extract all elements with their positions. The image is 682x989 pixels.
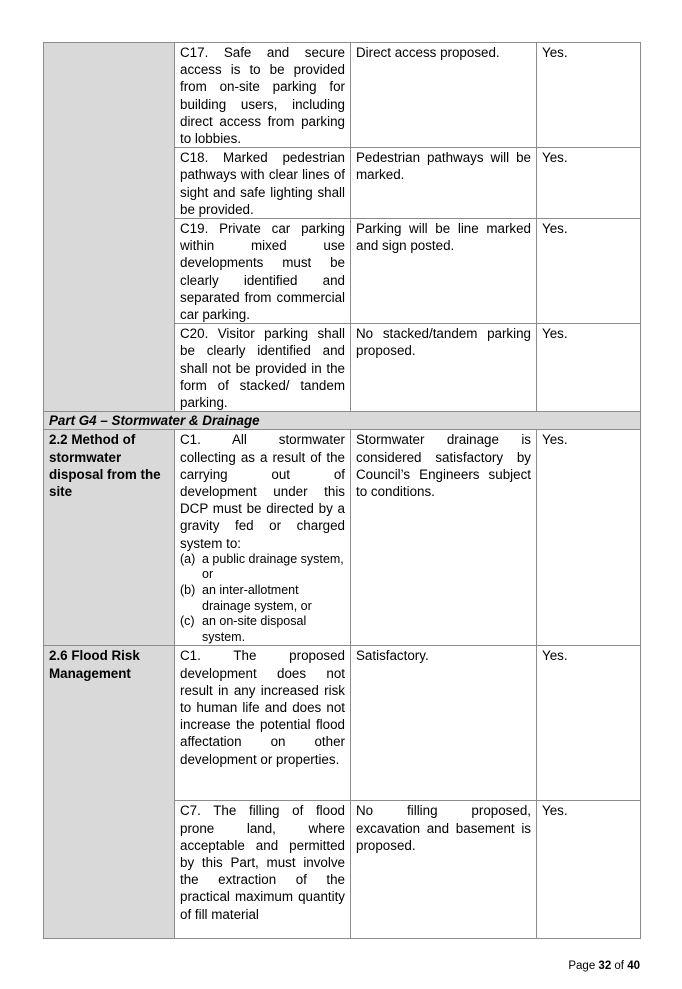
section-title: 2.6 Flood Risk Management	[44, 646, 175, 939]
page-number	[568, 960, 640, 972]
page-prefix: Page	[568, 960, 599, 972]
compliance-cell: Yes.	[537, 148, 641, 219]
clause-cell: C18. Marked pedestrian pathways with clear lines of sight and safe lighting shall be provided.	[175, 148, 351, 219]
compliance-cell: Yes.	[537, 324, 641, 412]
sub-list	[180, 552, 345, 646]
compliance-cell: Yes.	[537, 219, 641, 324]
clause-text: C1. All stormwater collecting as a result of the carrying out of development under this DCP must be directed by a gravity fed or charged system to:	[180, 432, 345, 551]
list-item-label: (c)	[180, 614, 195, 629]
response-cell: Direct access proposed.	[351, 43, 537, 148]
response-cell: Pedestrian pathways will be marked.	[351, 148, 537, 219]
compliance-cell: Yes.	[537, 801, 641, 939]
section-title: 2.2 Method of stormwater disposal from the site	[44, 430, 175, 646]
response-cell: No filling proposed, excavation and basement is proposed.	[351, 801, 537, 939]
clause-cell	[175, 430, 351, 646]
part-heading: Part G4 – Stormwater & Drainage	[44, 412, 641, 430]
clause-cell: C19. Private car parking within mixed use developments must be clearly identified and separated from commercial car parking.	[175, 219, 351, 324]
response-cell: No stacked/tandem parking proposed.	[351, 324, 537, 412]
page-of: of	[611, 960, 628, 972]
response-cell: Parking will be line marked and sign posted.	[351, 219, 537, 324]
clause-cell: C20. Visitor parking shall be clearly identified and shall not be provided in the form of stacked/ tandem parking.	[175, 324, 351, 412]
list-item-text: an on-site disposal system.	[202, 614, 307, 644]
clause-cell: C1. The proposed development does not result in any increased risk to human life and does not increase the potential flood affectation on other development or properties.	[175, 646, 351, 801]
list-item-label: (b)	[180, 583, 196, 598]
response-cell: Stormwater drainage is considered satisfactory by Council’s Engineers subject to conditions.	[351, 430, 537, 646]
page-total: 40	[627, 960, 640, 972]
table-row	[44, 43, 641, 148]
page-current: 32	[598, 960, 612, 972]
list-item	[180, 583, 345, 614]
table-row	[44, 646, 641, 801]
compliance-cell: Yes.	[537, 646, 641, 801]
list-item-text: a public drainage system, or	[202, 551, 344, 582]
clause-cell: C7. The filling of flood prone land, where acceptable and permitted by this Part, must involve the extraction of the practical maximum quantity of fill material	[175, 801, 351, 939]
list-item	[180, 552, 345, 583]
compliance-cell: Yes.	[537, 430, 641, 646]
list-item-text: an inter-allotment drainage system, or	[202, 583, 312, 613]
compliance-table	[43, 42, 641, 939]
compliance-cell: Yes.	[537, 43, 641, 148]
part-heading-row	[44, 412, 641, 430]
clause-cell: C17. Safe and secure access is to be provided from on-site parking for building users, including direct access from parking to lobbies.	[175, 43, 351, 148]
table-row	[44, 430, 641, 646]
response-cell: Satisfactory.	[351, 646, 537, 801]
section-cell-empty	[44, 43, 175, 412]
list-item-label: (a)	[180, 551, 196, 566]
list-item	[180, 614, 345, 645]
